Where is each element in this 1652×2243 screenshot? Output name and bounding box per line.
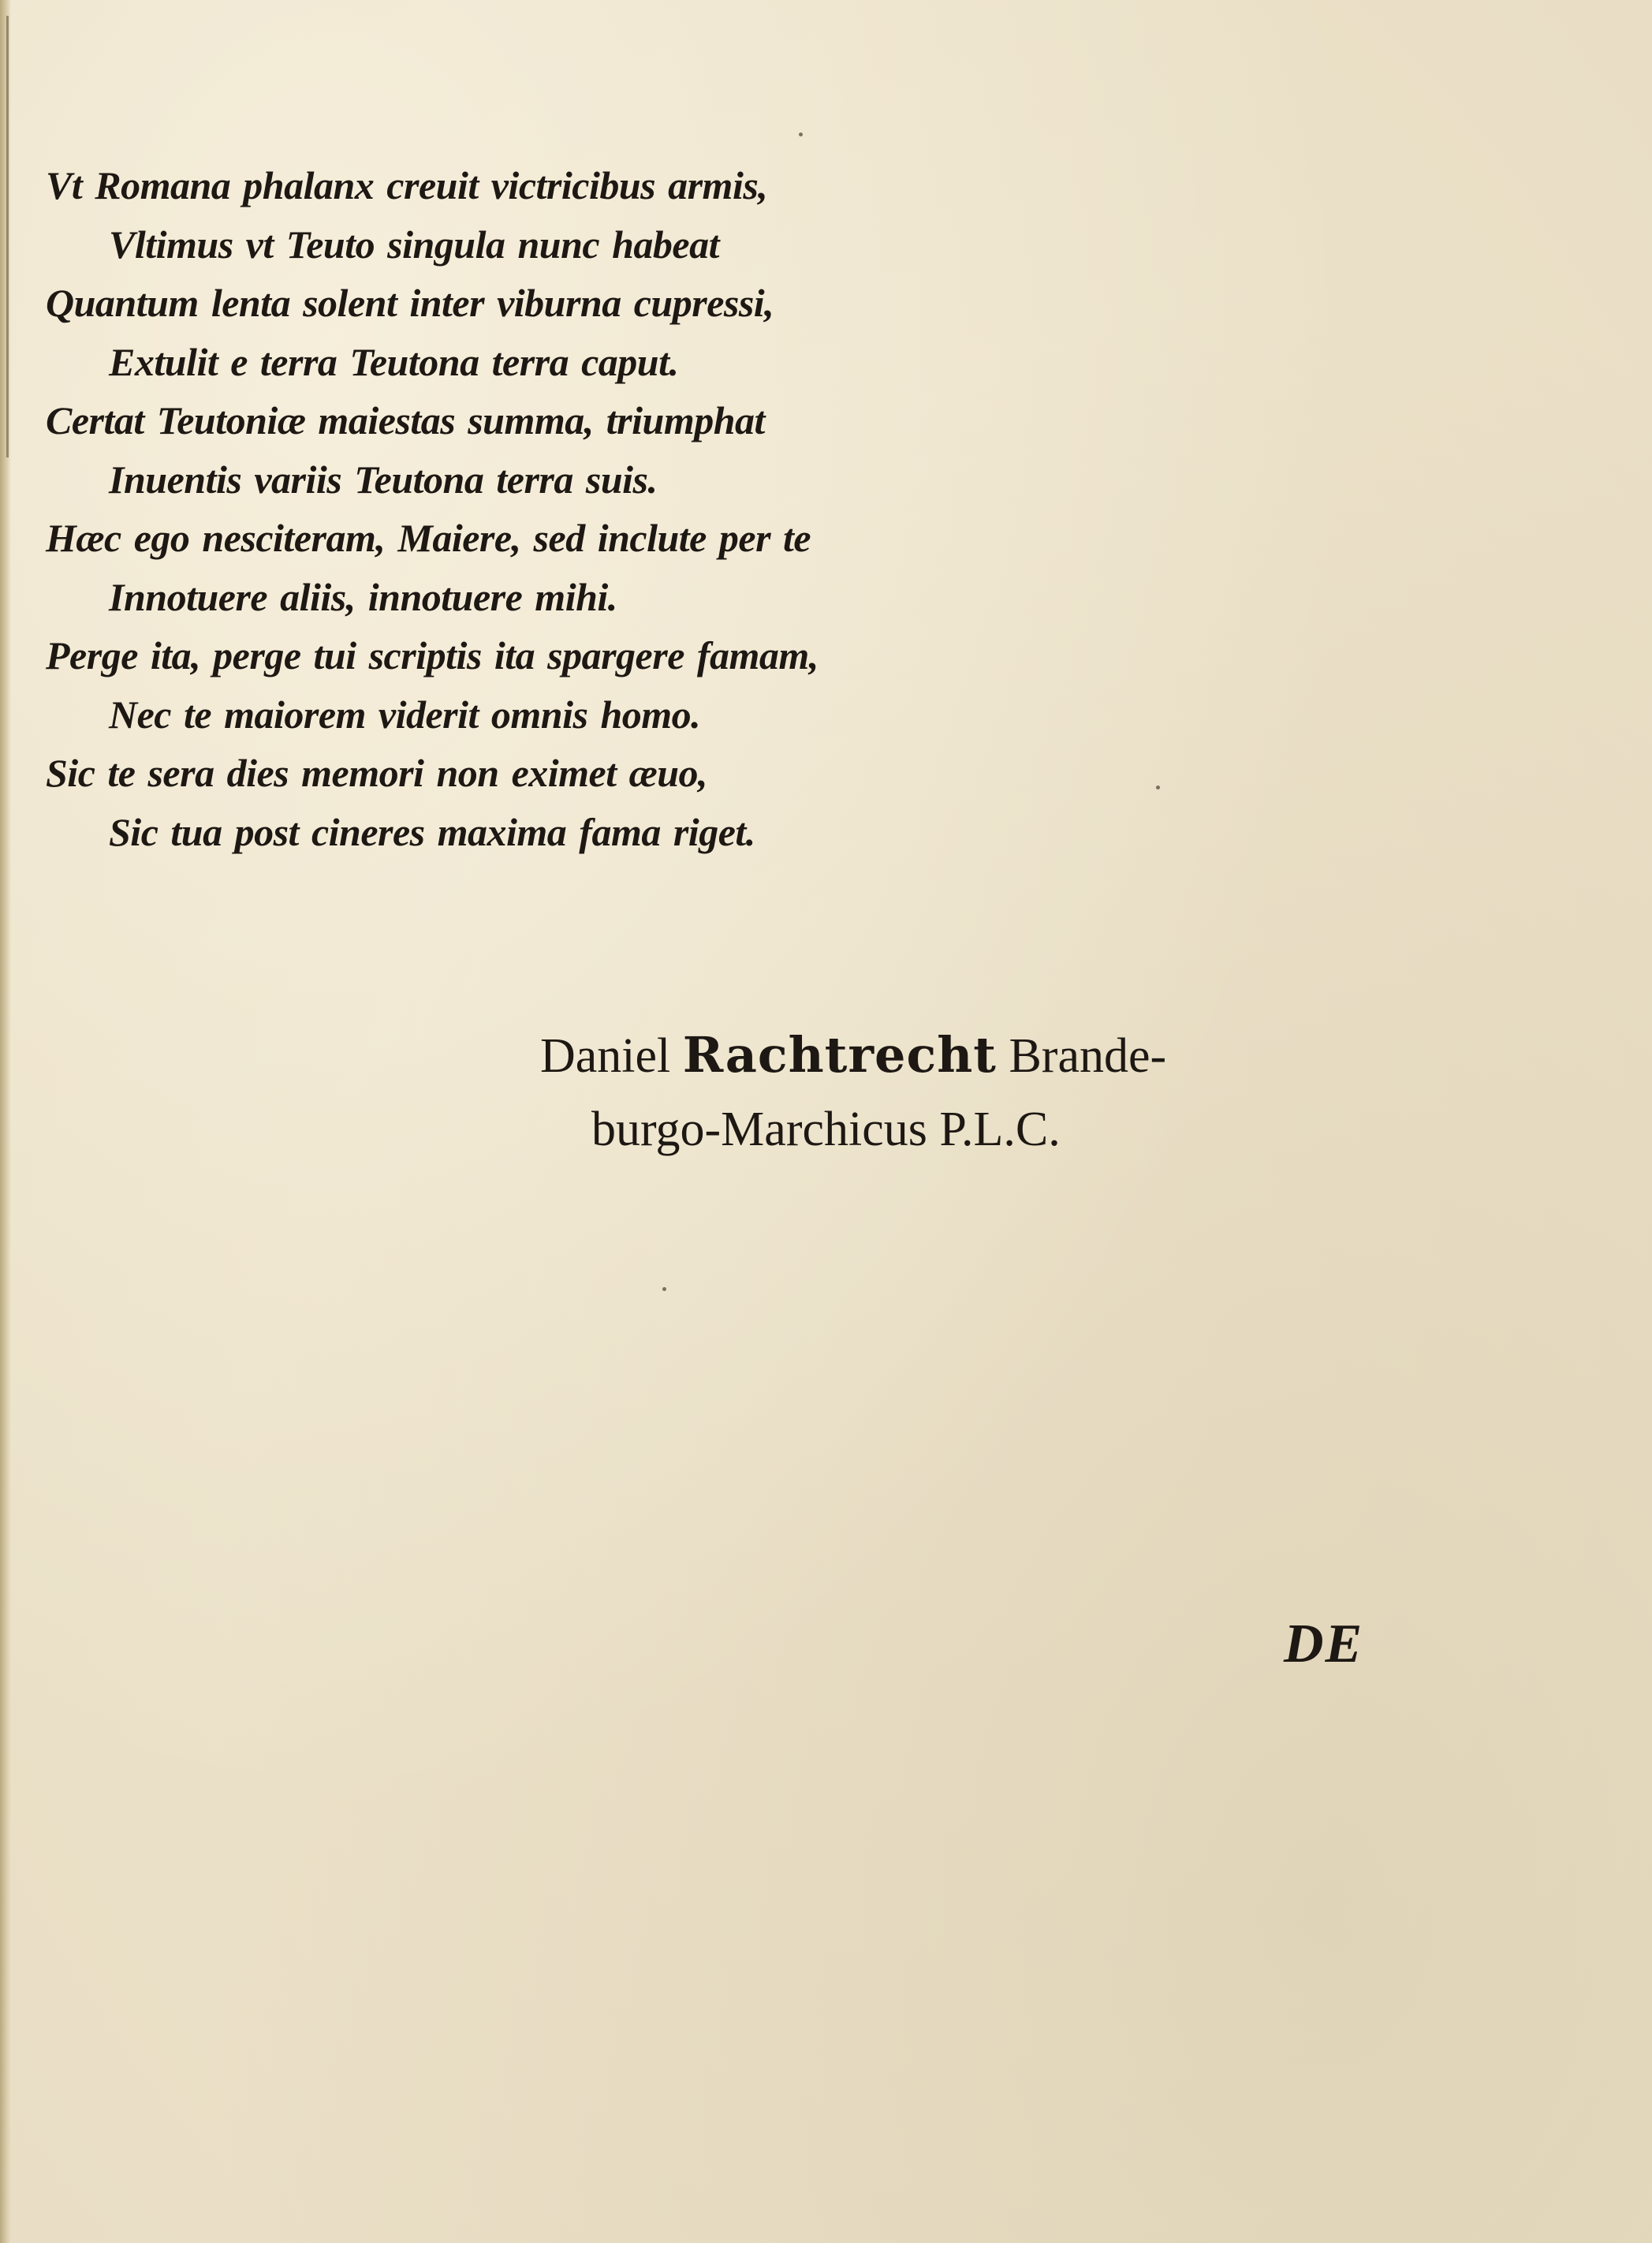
poem-line: Vltimus vt Teuto singula nunc habeat [109,222,719,267]
ink-speck [799,132,803,136]
dedicatory-poem [46,156,929,861]
poem-line: Innotuere aliis, innotuere mihi. [109,574,617,619]
page-binding-edge [0,0,11,2243]
author-signature [540,1017,1166,1167]
poem-line: Certat Teutoniæ maiestas summa, triumphat [46,398,765,442]
poem-line: Sic tua post cineres maxima fama riget. [109,809,755,854]
ink-speck [1156,786,1160,789]
signature-line-1 [540,1017,1166,1092]
poem-line: Inuentis variis Teutona terra suis. [109,457,658,502]
poem-line: Vt Romana phalanx creuit victricibus armis, [46,163,768,207]
ink-speck [662,1287,666,1291]
author-surname: Rachtrecht [682,1026,997,1084]
binding-shadow-line [6,16,9,457]
poem-line: Extulit e terra Teutona terra caput. [109,339,679,384]
signature-line-2: burgo-Marchicus P.L.C. [591,1103,1061,1156]
poem-line: Nec te maiorem viderit omnis homo. [109,692,701,737]
poem-line: Quantum lenta solent inter viburna cupressi, [46,281,774,325]
poem-line: Sic te sera dies memori non eximet æuo, [46,751,708,795]
author-first-name: Daniel [540,1029,671,1083]
catchword: DE [1284,1614,1364,1674]
poem-line: Perge ita, perge tui scriptis ita spargere famam, [46,633,819,677]
signature-origin-start: Brande- [1009,1029,1167,1083]
poem-line: Hæc ego nesciteram, Maiere, sed inclute per te [46,516,811,560]
